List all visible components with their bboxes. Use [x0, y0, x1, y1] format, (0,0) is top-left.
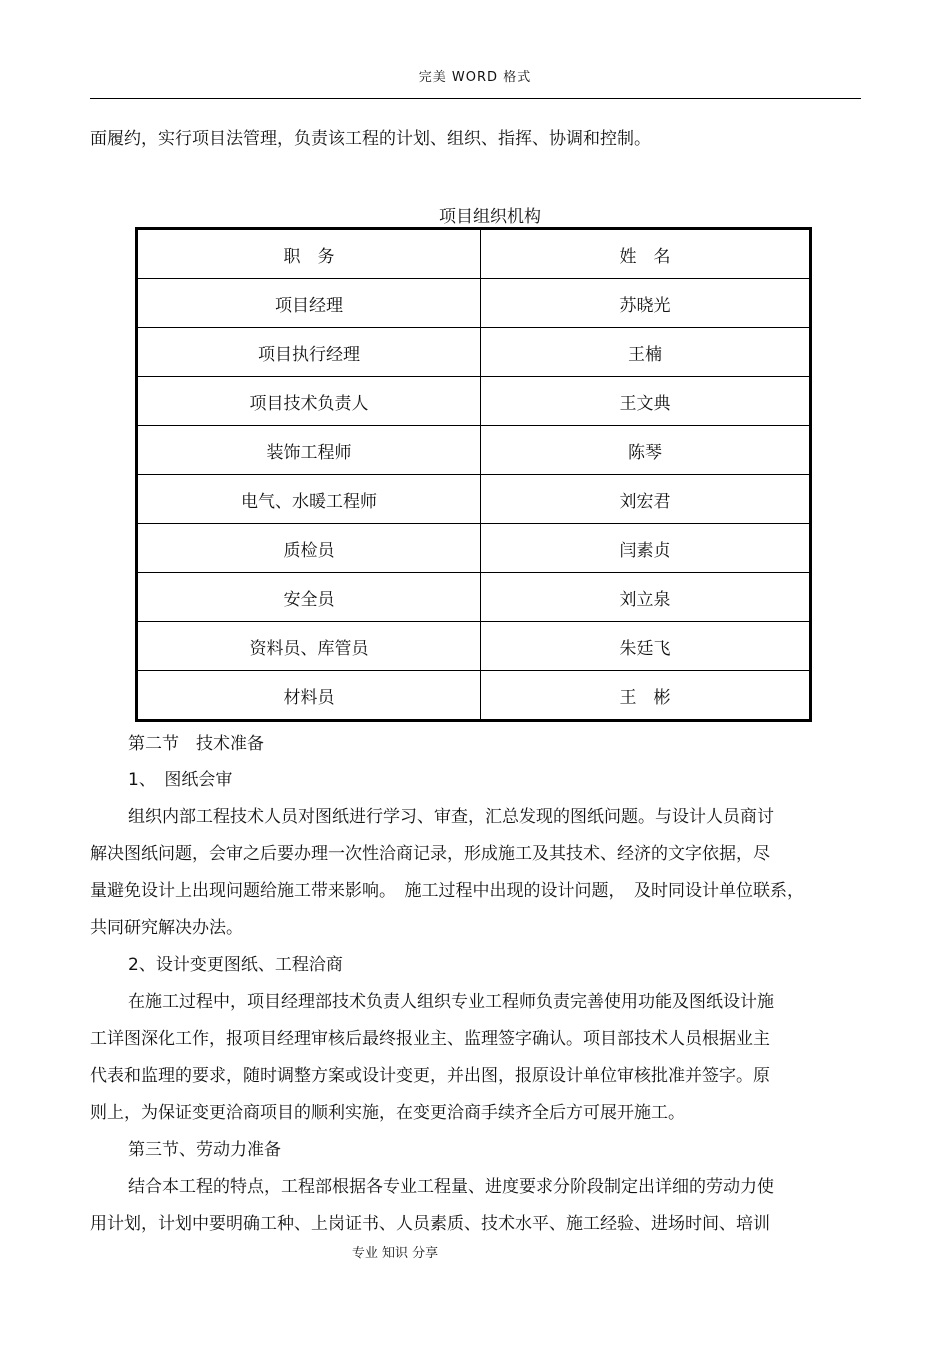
position-cell: 装饰工程师 [137, 426, 481, 475]
table-header-row [137, 229, 811, 279]
paragraph-line: 解决图纸问题，会审之后要办理一次性洽商记录，形成施工及其技术、经济的文字依据，尽 [90, 844, 770, 864]
page-header: 完美 WORD 格式 [418, 70, 532, 85]
table-row [137, 622, 811, 671]
paragraph-line: 结合本工程的特点，工程部根据各专业工程量、进度要求分阶段制定出详细的劳动力使 [128, 1177, 774, 1197]
name-cell: 陈琴 [481, 426, 811, 475]
paragraph-line: 工详图深化工作，报项目经理审核后最终报业主、监理签字确认。项目部技术人员根据业主 [90, 1029, 770, 1049]
name-cell: 王楠 [481, 328, 811, 377]
position-cell: 项目执行经理 [137, 328, 481, 377]
paragraph-line: 量避免设计上出现问题给施工带来影响。 施工过程中出现的设计问题， 及时同设计单位联系， [90, 881, 804, 901]
paragraph-line: 则上，为保证变更洽商项目的顺利实施，在变更洽商手续齐全后方可展开施工。 [90, 1103, 685, 1123]
position-cell: 项目技术负责人 [137, 377, 481, 426]
name-cell: 刘立泉 [481, 573, 811, 622]
position-cell: 质检员 [137, 524, 481, 573]
paragraph-line: 组织内部工程技术人员对图纸进行学习、审查，汇总发现的图纸问题。与设计人员商讨 [128, 807, 774, 827]
name-cell: 朱廷飞 [481, 622, 811, 671]
table-row [137, 426, 811, 475]
table-row [137, 328, 811, 377]
intro-line: 面履约，实行项目法管理，负责该工程的计划、组织、指挥、协调和控制。 [90, 129, 651, 149]
table-row [137, 377, 811, 426]
section-heading: 第二节 技术准备 [128, 734, 264, 754]
header-divider [90, 98, 861, 99]
position-cell: 安全员 [137, 573, 481, 622]
table-row [137, 279, 811, 328]
column-header-position: 职 务 [137, 229, 481, 279]
name-cell: 刘宏君 [481, 475, 811, 524]
table-caption: 项目组织机构 [439, 207, 541, 227]
name-cell: 苏晓光 [481, 279, 811, 328]
table-row [137, 524, 811, 573]
paragraph-line: 在施工过程中，项目经理部技术负责人组织专业工程师负责完善使用功能及图纸设计施 [128, 992, 774, 1012]
page-footer: 专业 知识 分享 [351, 1246, 439, 1261]
table-row [137, 573, 811, 622]
position-cell: 资料员、库管员 [137, 622, 481, 671]
position-cell: 电气、水暖工程师 [137, 475, 481, 524]
item-heading: 2、设计变更图纸、工程洽商 [128, 955, 343, 975]
table-row [137, 671, 811, 721]
section-heading: 第三节、劳动力准备 [128, 1140, 281, 1160]
table-row [137, 475, 811, 524]
position-cell: 材料员 [137, 671, 481, 721]
name-cell: 王文典 [481, 377, 811, 426]
paragraph-line: 用计划，计划中要明确工种、上岗证书、人员素质、技术水平、施工经验、进场时间、培训 [90, 1214, 770, 1234]
name-cell: 闫素贞 [481, 524, 811, 573]
item-heading: 1、 图纸会审 [128, 770, 233, 790]
paragraph-line: 代表和监理的要求，随时调整方案或设计变更，并出图，报原设计单位审核批准并签字。原 [90, 1066, 770, 1086]
org-structure-table [135, 227, 812, 722]
paragraph-line: 共同研究解决办法。 [90, 918, 243, 938]
position-cell: 项目经理 [137, 279, 481, 328]
column-header-name: 姓 名 [481, 229, 811, 279]
name-cell: 王 彬 [481, 671, 811, 721]
